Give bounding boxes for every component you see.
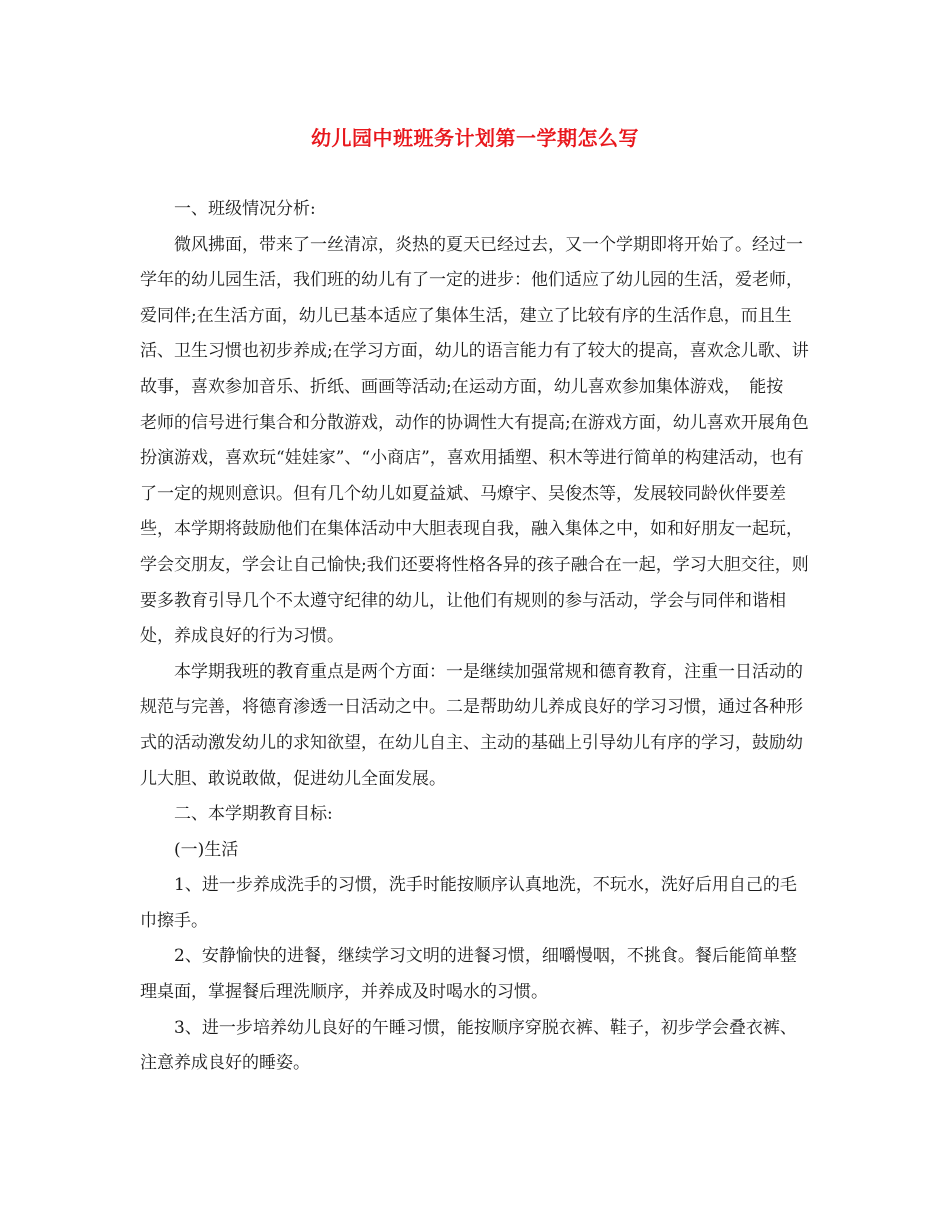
list-item-napping: 3、进一步培养幼儿良好的午睡习惯，能按顺序穿脱衣裤、鞋子，初步学会叠衣裤、注意养成良好的睡姿。 xyxy=(140,1017,797,1074)
list-item-handwashing: 1、进一步养成洗手的习惯，洗手时能按顺序认真地洗，不玩水，洗好后用自己的毛巾擦手。 xyxy=(140,875,797,931)
paragraph-class-situation: 微风拂面，带来了一丝清凉，炎热的夏天已经过去，又一个学期即将开始了。经过一学年的幼儿园生活，我们班的幼儿有了一定的进步：他们适应了幼儿园的生活，爱老师，爱同伴;在生活方面，幼儿已基本适应了集体生活，建立了比较有序的生活作息，而且生活、卫生习惯也初步养成;在学习方面，幼儿的语言能力有了较大的提高，喜欢念儿歌、讲故事，喜欢参加音乐、折纸、画画等活动;在运动方面，幼儿喜欢参加集体游戏， 能按 老师的信号进行集合和分散游戏，动作的协调性大有提高;在游戏方面，幼儿喜欢开展角色扮演游戏，喜欢玩“娃娃家”、“小商店”，喜欢用插塑、积木等进行简单的构建活动，也有了一定的规则意识。但有几个幼儿如夏益斌、马燎宇、吴俊杰等，发展较同龄伙伴要差些，本学期将鼓励他们在集体活动中大胆表现自我，融入集体之中，如和好朋友一起玩，学会交朋友，学会让自己愉快;我们还要将性格各异的孩子融合在一起，学习大胆交往，则要多教育引导几个不太遵守纪律的幼儿，让他们有规则的参与活动，学会与同伴和谐相处，养成良好的行为习惯。 xyxy=(140,234,809,647)
paragraph-education-focus: 本学期我班的教育重点是两个方面：一是继续加强常规和德育教育，注重一日活动的规范与完善，将德育渗透一日活动之中。二是帮助幼儿养成良好的学习习惯，通过各种形式的活动激发幼儿的求知欲望，在幼儿自主、主动的基础上引导幼儿有序的学习，鼓励幼儿大胆、敢说敢做，促进幼儿全面发展。 xyxy=(140,661,803,789)
section-heading-class-analysis: 一、班级情况分析: xyxy=(174,199,316,219)
document-body xyxy=(140,192,812,1082)
list-item-eating: 2、安静愉快的进餐，继续学习文明的进餐习惯，细嚼慢咽，不挑食。餐后能简单整理桌面，掌握餐后理洗顺序，并养成及时喝水的习惯。 xyxy=(140,946,797,1003)
section-heading-education-goals: 二、本学期教育目标: xyxy=(174,804,333,825)
subsection-heading-life: (一)生活 xyxy=(174,839,239,860)
document-title: 幼儿园中班班务计划第一学期怎么写 xyxy=(311,126,639,150)
